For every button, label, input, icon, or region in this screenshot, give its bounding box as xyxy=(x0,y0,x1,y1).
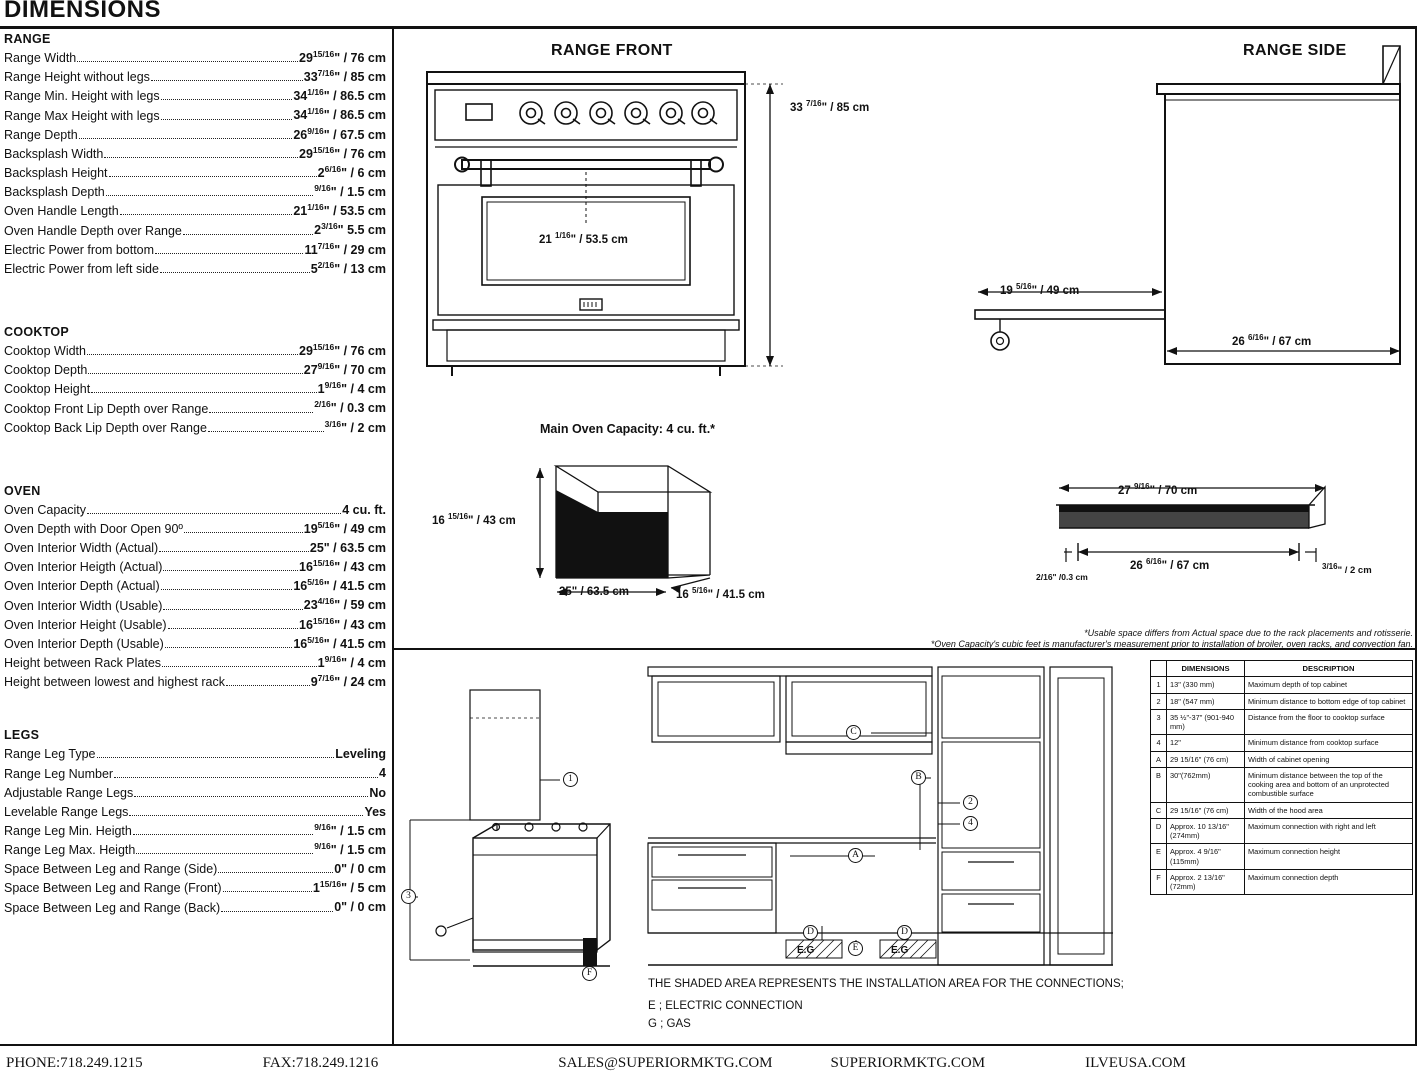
spec-value: $5^{2/16}$" / 13 cm xyxy=(310,259,386,276)
tag-eg-right: E.G xyxy=(891,945,909,956)
spec-group-heading: LEGS xyxy=(4,728,40,743)
spec-value: $27^{9/16}$" / 70 cm xyxy=(303,361,386,378)
spec-value: 0" / 0 cm xyxy=(334,900,386,915)
spec-label: Space Between Leg and Range (Front) xyxy=(4,881,222,896)
callout-e: E xyxy=(848,941,863,956)
spec-value: 4 cu. ft. xyxy=(342,502,386,517)
spec-value: $2^{6/16}$" / 6 cm xyxy=(317,163,386,181)
spec-label: Backsplash Height xyxy=(4,166,108,181)
spec-label: Range Min. Height with legs xyxy=(4,89,160,104)
cell-description: Minimum distance to bottom edge of top cabinet xyxy=(1245,693,1413,709)
spec-value: $16^{5/16}$" / 41.5 cm xyxy=(293,577,386,594)
tag-eg-left: E.G xyxy=(797,945,815,956)
table-row xyxy=(1151,818,1413,844)
spec-value: $16^{15/16}$" / 43 cm xyxy=(299,615,386,632)
spec-group-heading: OVEN xyxy=(4,483,41,498)
callout-4: 4 xyxy=(963,816,978,831)
spec-value: 25" / 63.5 cm xyxy=(309,541,386,556)
spec-label: Oven Interior Heigth (Actual) xyxy=(4,560,163,575)
callout-f: F xyxy=(582,966,597,981)
table-row xyxy=(1151,869,1413,895)
spec-label: Cooktop Front Lip Depth over Range xyxy=(4,401,209,416)
page-title: DIMENSIONS xyxy=(4,0,162,23)
spec-label: Oven Interior Height (Usable) xyxy=(4,617,167,632)
note-usable-space: *Usable space differs from Actual space due to the rack placements and rotisserie. xyxy=(1084,628,1413,638)
col-header-index xyxy=(1151,661,1167,677)
spec-label: Oven Depth with Door Open 90º xyxy=(4,521,183,536)
callout-1: 1 xyxy=(563,772,578,787)
cell-index: A xyxy=(1151,751,1167,767)
callout-a: A xyxy=(848,848,863,863)
col-header-description: DESCRIPTION xyxy=(1245,661,1413,677)
cell-index: D xyxy=(1151,818,1167,844)
spec-value: Yes xyxy=(364,804,386,819)
spec-value: No xyxy=(369,785,386,800)
callout-c: C xyxy=(846,725,861,740)
spec-label: Range Width xyxy=(4,51,77,66)
spec-value: $1^{15/16}$" / 5 cm xyxy=(312,879,386,896)
spec-value: $1^{9/16}$" / 4 cm xyxy=(317,653,386,671)
spec-label: Height between lowest and highest rack xyxy=(4,675,225,690)
spec-value: 4 xyxy=(379,766,386,781)
cell-dimension: 12" xyxy=(1167,735,1245,751)
table-row xyxy=(1151,735,1413,751)
cell-description: Maximum connection with right and left xyxy=(1245,818,1413,844)
footer-fax: FAX:718.249.1216 xyxy=(262,1054,379,1071)
handle-length-dim: 21 $^{1/16}$" / 53.5 cm xyxy=(539,231,628,246)
spec-value: $16^{5/16}$" / 41.5 cm xyxy=(293,634,386,651)
callout-d-left: D xyxy=(803,925,818,940)
spec-value: $34^{1/16}$" / 86.5 cm xyxy=(293,106,386,123)
oven-depth-dim: 16 $^{5/16}$" / 41.5 cm xyxy=(676,586,765,601)
dimensions-table xyxy=(1150,660,1413,895)
spec-value: $9^{7/16}$" / 24 cm xyxy=(310,673,386,690)
table-row xyxy=(1151,844,1413,870)
cell-dimension: 18" (547 mm) xyxy=(1167,693,1245,709)
cell-index: E xyxy=(1151,844,1167,870)
callout-3: 3 xyxy=(401,889,416,904)
spec-value: $11^{7/16}$" / 29 cm xyxy=(304,240,386,257)
front-height-dim: 33 $^{7/16}$" / 85 cm xyxy=(790,99,870,114)
cell-description: Minimum distance between the top of the cooking area and bottom of an unprotected combustible surface xyxy=(1245,767,1413,802)
cell-description: Width of cabinet opening xyxy=(1245,751,1413,767)
callout-b: B xyxy=(911,770,926,785)
spec-label: Cooktop Depth xyxy=(4,363,88,378)
spec-label: Range Leg Number xyxy=(4,766,114,781)
range-front-title: RANGE FRONT xyxy=(551,42,673,59)
spec-label: Backsplash Width xyxy=(4,146,104,161)
spec-value: $^{9/16}$" / 1.5 cm xyxy=(314,821,386,838)
spec-value: $34^{1/16}$" / 86.5 cm xyxy=(293,87,386,104)
spec-value: $26^{9/16}$" / 67.5 cm xyxy=(293,125,386,142)
cooktop-back-lip-dim: $^{3/16}$" / 2 cm xyxy=(1322,562,1372,577)
side-depth-dim: 26 $^{6/16}$" / 67 cm xyxy=(1232,333,1312,348)
col-header-dimensions: DIMENSIONS xyxy=(1167,661,1245,677)
spec-value: $29^{15/16}$" / 76 cm xyxy=(299,341,386,359)
table-row xyxy=(1151,802,1413,818)
spec-value: $^{3/16}$" / 2 cm xyxy=(324,418,386,435)
spec-value: $^{9/16}$" / 1.5 cm xyxy=(314,841,386,858)
cell-description: Minimum distance from cooktop surface xyxy=(1245,735,1413,751)
cell-dimension: 35 ½"-37" (901-940 mm) xyxy=(1167,709,1245,735)
cell-dimension: 13" (330 mm) xyxy=(1167,677,1245,693)
spec-value: $21^{1/16}$" / 53.5 cm xyxy=(293,202,386,219)
table-row xyxy=(1151,677,1413,693)
footer xyxy=(0,1044,1417,1080)
cooktop-depth-top-dim: 27 $^{9/16}$" / 70 cm xyxy=(1118,482,1198,497)
legend-electric: E ; ELECTRIC CONNECTION xyxy=(648,1000,803,1012)
table-row xyxy=(1151,709,1413,735)
spec-label: Space Between Leg and Range (Back) xyxy=(4,900,221,915)
cell-index: 2 xyxy=(1151,693,1167,709)
spec-value: $2^{3/16}$" 5.5 cm xyxy=(314,221,386,238)
spec-value: $29^{15/16}$" / 76 cm xyxy=(299,49,386,66)
spec-label: Range Leg Max. Heigth xyxy=(4,843,136,858)
cell-description: Width of the hood area xyxy=(1245,802,1413,818)
table-row xyxy=(1151,693,1413,709)
oven-height-dim: 16 $^{15/16}$" / 43 cm xyxy=(432,512,516,527)
spec-value: $33^{7/16}$" / 85 cm xyxy=(303,68,386,85)
cell-description: Maximum connection height xyxy=(1245,844,1413,870)
cell-dimension: Approx. 10 13/16" (274mm) xyxy=(1167,818,1245,844)
oven-width-dim: 25" / 63.5 cm xyxy=(559,586,630,598)
footer-site[interactable]: SUPERIORMKTG.COM xyxy=(830,1054,986,1071)
spec-value: $1^{9/16}$" / 4 cm xyxy=(317,380,386,397)
cell-dimension: Approx. 2 13/16" (72mm) xyxy=(1167,869,1245,895)
footer-phone: PHONE:718.249.1215 xyxy=(6,1054,143,1071)
spec-label: Cooktop Height xyxy=(4,382,91,397)
callout-2: 2 xyxy=(963,795,978,810)
cell-description: Maximum connection depth xyxy=(1245,869,1413,895)
spec-label: Adjustable Range Legs xyxy=(4,785,134,800)
spec-value: $19^{5/16}$" / 49 cm xyxy=(303,519,386,536)
spec-label: Oven Interior Depth (Usable) xyxy=(4,636,164,651)
cooktop-front-lip-dim: 2/16" /0.3 cm xyxy=(1036,572,1088,582)
spec-value: $23^{4/16}$" / 59 cm xyxy=(303,596,386,613)
note-oven-capacity: *Oven Capacity's cubic feet is manufacturer's measurement prior to installation of broiler, oven racks, and convection fan. xyxy=(930,639,1413,649)
cell-index: F xyxy=(1151,869,1167,895)
cell-index: 4 xyxy=(1151,735,1167,751)
cell-index: 1 xyxy=(1151,677,1167,693)
spec-value: $16^{15/16}$" / 43 cm xyxy=(299,558,386,575)
spec-label: Cooktop Back Lip Depth over Range xyxy=(4,420,207,435)
cell-description: Maximum depth of top cabinet xyxy=(1245,677,1413,693)
cell-description: Distance from the floor to cooktop surface xyxy=(1245,709,1413,735)
spec-label: Oven Interior Width (Actual) xyxy=(4,541,159,556)
table-row xyxy=(1151,767,1413,802)
spec-label: Backsplash Depth xyxy=(4,185,105,200)
callout-d-right: D xyxy=(897,925,912,940)
spec-label: Oven Handle Depth over Range xyxy=(4,223,182,238)
table-row xyxy=(1151,751,1413,767)
spec-value: $^{9/16}$" / 1.5 cm xyxy=(314,183,386,200)
cooktop-depth-bottom-dim: 26 $^{6/16}$" / 67 cm xyxy=(1130,557,1210,572)
spec-label: Cooktop Width xyxy=(4,344,86,359)
spec-label: Range Max Height with legs xyxy=(4,108,160,123)
spec-label: Range Height without legs xyxy=(4,70,150,85)
spec-value: 0" / 0 cm xyxy=(334,862,386,877)
cell-dimension: 29 15/16" (76 cm) xyxy=(1167,751,1245,767)
cell-dimension: Approx. 4 9/16" (115mm) xyxy=(1167,844,1245,870)
spec-label: Range Depth xyxy=(4,127,78,142)
cell-dimension: 30"(762mm) xyxy=(1167,767,1245,802)
cell-index: C xyxy=(1151,802,1167,818)
spec-value: $^{2/16}$" / 0.3 cm xyxy=(314,399,386,416)
cell-dimension: 29 15/16" (76 cm) xyxy=(1167,802,1245,818)
spec-group-heading: COOKTOP xyxy=(4,324,70,339)
range-side-title: RANGE SIDE xyxy=(1243,42,1347,59)
side-door-open-dim: 19 $^{5/16}$" / 49 cm xyxy=(1000,282,1080,297)
spec-label: Electric Power from bottom xyxy=(4,242,155,257)
legend-gas: G ; GAS xyxy=(648,1018,691,1030)
cell-index: B xyxy=(1151,767,1167,802)
spec-label: Oven Capacity xyxy=(4,502,86,517)
spec-label: Oven Interior Depth (Actual) xyxy=(4,579,160,594)
spec-label: Range Leg Type xyxy=(4,747,96,762)
legend-title: THE SHADED AREA REPRESENTS THE INSTALLATION AREA FOR THE CONNECTIONS; xyxy=(648,978,1124,990)
spec-label: Range Leg Min. Heigth xyxy=(4,824,132,838)
spec-label: Electric Power from left side xyxy=(4,261,159,276)
spec-label: Height between Rack Plates xyxy=(4,656,162,671)
spec-label: Levelable Range Legs xyxy=(4,804,129,819)
spec-value: $29^{15/16}$" / 76 cm xyxy=(299,144,386,161)
table-header-row xyxy=(1151,661,1413,677)
spec-value: Leveling xyxy=(335,747,386,762)
cell-index: 3 xyxy=(1151,709,1167,735)
oven-capacity-title: Main Oven Capacity: 4 cu. ft.* xyxy=(540,422,716,436)
spec-label: Oven Interior Width (Usable) xyxy=(4,598,163,613)
footer-email[interactable]: SALES@SUPERIORMKTG.COM xyxy=(558,1054,773,1071)
spec-label: Space Between Leg and Range (Side) xyxy=(4,862,218,877)
footer-site-ilve[interactable]: ILVEUSA.COM xyxy=(1085,1054,1186,1071)
spec-group-heading: RANGE xyxy=(4,32,51,46)
spec-label: Oven Handle Length xyxy=(4,204,119,219)
